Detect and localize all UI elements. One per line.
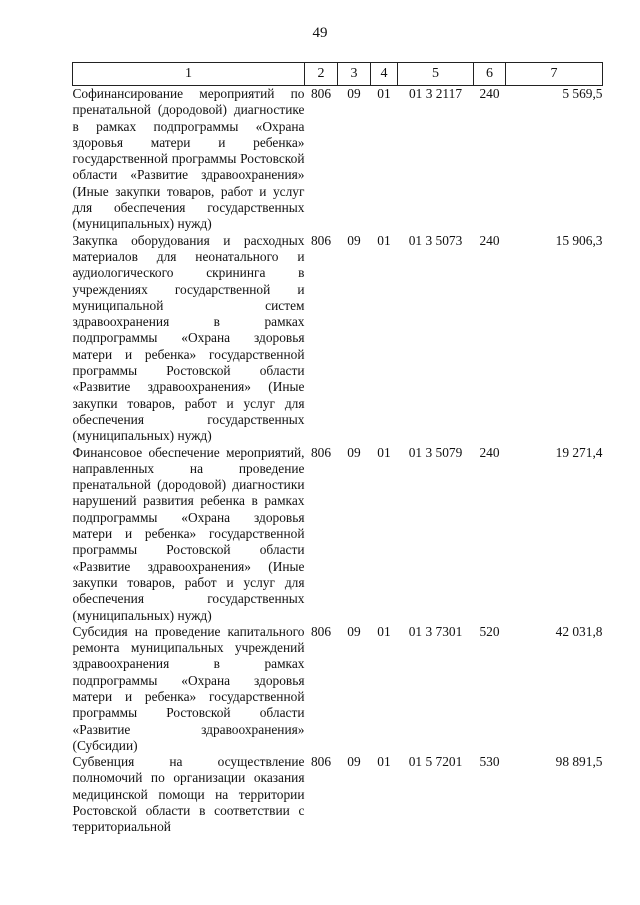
ministry-code: 806 [310,754,332,770]
table-row [73,233,603,445]
ministry-code: 806 [310,623,332,639]
table-header-row [73,63,603,86]
subsection-code: 01 [377,444,391,460]
column-header-7: 7 [506,63,603,86]
expense-type-code: 240 [479,86,500,101]
section-code: 09 [347,754,361,770]
subsection-code: 01 [377,86,391,101]
target-article-code: 01 3 5073 [408,232,463,248]
page-number: 49 [312,25,328,41]
ministry-code: 806 [310,232,332,248]
amount: 42 031,8 [555,623,603,639]
column-header-1: 1 [73,63,305,86]
row-description: Субсидия на проведение капитального ремонта муниципальных учреждений здравоохранения в рамках подпрограммы «Охрана здоровья матери и ребенка» государственной программы Ростовской области «Развитие здравоохранения» (Субсидии) [72,623,305,753]
column-header-4: 4 [371,63,398,86]
table-row [73,624,603,754]
subsection-code: 01 [377,623,391,639]
table-row [73,754,603,835]
section-code: 09 [347,86,361,101]
target-article-code: 01 3 7301 [408,623,463,639]
expense-type-code: 520 [479,623,500,639]
subsection-code: 01 [377,754,391,770]
target-article-code: 01 3 5079 [408,444,463,460]
column-header-3: 3 [338,63,371,86]
expense-type-code: 240 [479,444,500,460]
column-header-2: 2 [305,63,338,86]
amount: 5 569,5 [562,86,603,101]
table-row [73,445,603,624]
section-code: 09 [347,623,361,639]
expense-type-code: 530 [479,754,500,770]
subsection-code: 01 [377,232,391,248]
target-article-code: 01 3 2117 [408,86,463,101]
section-code: 09 [347,444,361,460]
budget-table [72,62,603,836]
column-header-6: 6 [474,63,506,86]
row-description: Субвенция на осуществление полномочий по организации оказания медицинской помощи на территории Ростовской области в соответствии с территориальной [72,754,305,835]
row-description: Финансовое обеспечение мероприятий, направленных на проведение пренатальной (дородовой) диагностики нарушений развития ребенка в рамках подпрограммы «Охрана здоровья матери и ребенка» государственной программы Ростовской области «Развитие здравоохранения» (Иные закупки товаров, работ и услуг для обеспечения государственных (муниципальных) нужд) [72,444,305,623]
expense-type-code: 240 [479,232,500,248]
section-code: 09 [347,232,361,248]
amount: 15 906,3 [555,232,603,248]
ministry-code: 806 [310,86,332,101]
ministry-code: 806 [310,444,332,460]
column-header-5: 5 [398,63,474,86]
amount: 19 271,4 [555,444,603,460]
row-description: Софинансирование мероприятий по пренатальной (дородовой) диагностике в рамках подпрограммы «Охрана здоровья матери и ребенка» государственной программы Ростовской области «Развитие здравоохранения» (Иные закупки товаров, работ и услуг для обеспечения государственных (муниципальных) нужд) [72,86,305,232]
row-description: Закупка оборудования и расходных материалов для неонатального и аудиологического скрининга в учреждениях государственной и муниципальной систем здравоохранения в рамках подпрограммы «Охрана здоровья матери и ребенка» государственной программы Ростовской области «Развитие здравоохранения» (Иные закупки товаров, работ и услуг для обеспечения государственных (муниципальных) нужд) [72,232,305,444]
table-row [73,86,603,233]
target-article-code: 01 5 7201 [408,754,463,770]
amount: 98 891,5 [555,754,603,770]
